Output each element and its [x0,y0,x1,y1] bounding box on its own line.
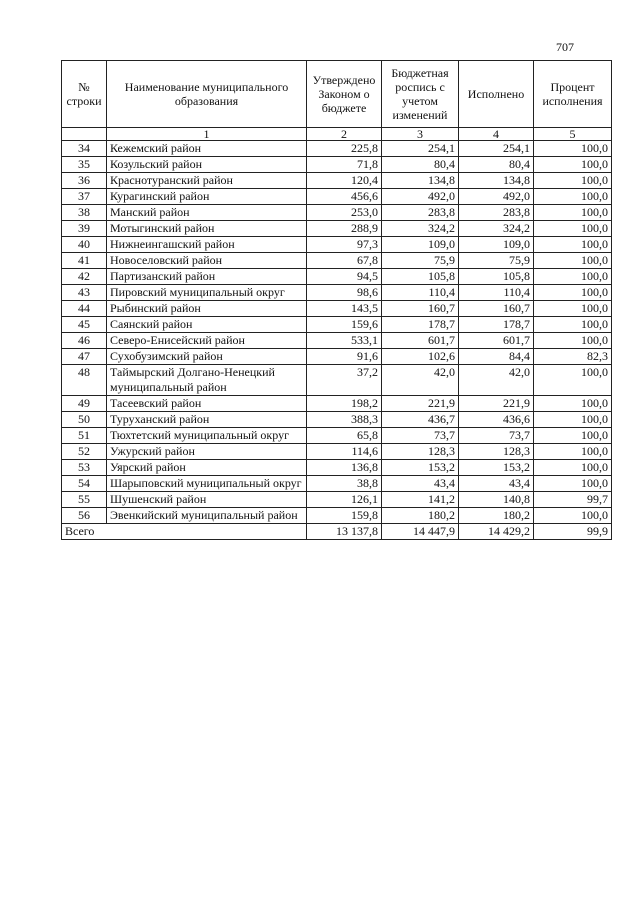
table-row [62,189,612,205]
table-body [62,141,612,524]
percent-value: 100,0 [534,205,612,221]
approved-value: 97,3 [307,237,382,253]
executed-value: 601,7 [459,333,534,349]
budget-value: 105,8 [382,269,459,285]
table-row [62,460,612,476]
executed-value: 109,0 [459,237,534,253]
row-number: 40 [62,237,107,253]
executed-value: 110,4 [459,285,534,301]
row-number: 39 [62,221,107,237]
approved-value: 126,1 [307,492,382,508]
municipality-name: Партизанский район [107,269,307,285]
table-row [62,396,612,412]
header-name: Наименование муниципального образования [107,61,307,128]
approved-value: 91,6 [307,349,382,365]
executed-value: 160,7 [459,301,534,317]
approved-value: 225,8 [307,141,382,157]
percent-value: 100,0 [534,460,612,476]
budget-value: 180,2 [382,508,459,524]
approved-value: 388,3 [307,412,382,428]
municipality-name: Саянский район [107,317,307,333]
budget-value: 153,2 [382,460,459,476]
row-number: 37 [62,189,107,205]
executed-value: 42,0 [459,365,534,396]
municipality-name: Туруханский район [107,412,307,428]
percent-value: 100,0 [534,476,612,492]
budget-value: 492,0 [382,189,459,205]
budget-value: 221,9 [382,396,459,412]
approved-value: 136,8 [307,460,382,476]
budget-value: 283,8 [382,205,459,221]
municipality-name: Курагинский район [107,189,307,205]
municipality-name: Нижнеингашский район [107,237,307,253]
percent-value: 100,0 [534,444,612,460]
municipality-name: Тюхтетский муниципальный округ [107,428,307,444]
budget-value: 128,3 [382,444,459,460]
approved-value: 114,6 [307,444,382,460]
approved-value: 67,8 [307,253,382,269]
table-row [62,221,612,237]
approved-value: 37,2 [307,365,382,396]
percent-value: 100,0 [534,508,612,524]
percent-value: 100,0 [534,141,612,157]
budget-value: 102,6 [382,349,459,365]
total-label: Всего [62,524,307,540]
table-row [62,508,612,524]
executed-value: 324,2 [459,221,534,237]
table-row [62,317,612,333]
municipality-name: Краснотуранский район [107,173,307,189]
table-row [62,173,612,189]
budget-value: 254,1 [382,141,459,157]
executed-value: 73,7 [459,428,534,444]
executed-value: 84,4 [459,349,534,365]
header-executed: Исполнено [459,61,534,128]
percent-value: 100,0 [534,412,612,428]
column-index-empty [62,128,107,141]
executed-value: 134,8 [459,173,534,189]
municipality-name: Шушенский район [107,492,307,508]
percent-value: 100,0 [534,189,612,205]
page-number: 707 [556,40,574,54]
approved-value: 159,6 [307,317,382,333]
percent-value: 100,0 [534,269,612,285]
percent-value: 99,7 [534,492,612,508]
approved-value: 288,9 [307,221,382,237]
column-index: 1 [107,128,307,141]
total-percent: 99,9 [534,524,612,540]
municipality-name: Кежемский район [107,141,307,157]
executed-value: 128,3 [459,444,534,460]
budget-value: 43,4 [382,476,459,492]
executed-value: 80,4 [459,157,534,173]
table-row [62,365,612,396]
executed-value: 178,7 [459,317,534,333]
table-row [62,412,612,428]
column-index: 5 [534,128,612,141]
municipality-name: Тасеевский район [107,396,307,412]
budget-value: 436,7 [382,412,459,428]
row-number: 36 [62,173,107,189]
total-budget: 14 447,9 [382,524,459,540]
approved-value: 253,0 [307,205,382,221]
row-number: 47 [62,349,107,365]
row-number: 34 [62,141,107,157]
executed-value: 75,9 [459,253,534,269]
row-number: 49 [62,396,107,412]
executed-value: 153,2 [459,460,534,476]
municipality-name: Уярский район [107,460,307,476]
executed-value: 221,9 [459,396,534,412]
percent-value: 100,0 [534,221,612,237]
approved-value: 38,8 [307,476,382,492]
header-approved: Утверждено Законом о бюджете [307,61,382,128]
budget-value: 42,0 [382,365,459,396]
budget-value: 110,4 [382,285,459,301]
percent-value: 100,0 [534,253,612,269]
approved-value: 159,8 [307,508,382,524]
percent-value: 100,0 [534,428,612,444]
percent-value: 82,3 [534,349,612,365]
row-number: 50 [62,412,107,428]
table-row [62,237,612,253]
total-row [62,524,612,540]
budget-value: 134,8 [382,173,459,189]
row-number: 53 [62,460,107,476]
percent-value: 100,0 [534,237,612,253]
table-row [62,333,612,349]
budget-value: 178,7 [382,317,459,333]
municipality-name: Мотыгинский район [107,221,307,237]
header-row-no: № строки [62,61,107,128]
row-number: 51 [62,428,107,444]
budget-table [61,60,612,540]
table-row [62,444,612,460]
approved-value: 98,6 [307,285,382,301]
municipality-name: Манский район [107,205,307,221]
budget-value: 141,2 [382,492,459,508]
column-index: 2 [307,128,382,141]
municipality-name: Эвенкийский муниципальный район [107,508,307,524]
municipality-name: Ужурский район [107,444,307,460]
approved-value: 65,8 [307,428,382,444]
column-index: 3 [382,128,459,141]
row-number: 48 [62,365,107,396]
executed-value: 436,6 [459,412,534,428]
row-number: 54 [62,476,107,492]
budget-value: 160,7 [382,301,459,317]
row-number: 38 [62,205,107,221]
executed-value: 283,8 [459,205,534,221]
table-row [62,253,612,269]
executed-value: 492,0 [459,189,534,205]
budget-value: 601,7 [382,333,459,349]
table-header-row [62,61,612,128]
approved-value: 71,8 [307,157,382,173]
executed-value: 180,2 [459,508,534,524]
approved-value: 533,1 [307,333,382,349]
table-row [62,141,612,157]
executed-value: 105,8 [459,269,534,285]
budget-value: 75,9 [382,253,459,269]
row-number: 52 [62,444,107,460]
executed-value: 43,4 [459,476,534,492]
percent-value: 100,0 [534,317,612,333]
municipality-name: Козульский район [107,157,307,173]
total-approved: 13 137,8 [307,524,382,540]
budget-value: 109,0 [382,237,459,253]
table-row [62,301,612,317]
total-executed: 14 429,2 [459,524,534,540]
municipality-name: Рыбинский район [107,301,307,317]
approved-value: 94,5 [307,269,382,285]
row-number: 46 [62,333,107,349]
row-number: 35 [62,157,107,173]
row-number: 56 [62,508,107,524]
header-percent: Процент исполнения [534,61,612,128]
percent-value: 100,0 [534,333,612,349]
municipality-name: Пировский муниципальный округ [107,285,307,301]
table-row [62,285,612,301]
municipality-name: Таймырский Долгано-Ненецкий муниципальный район [107,365,307,396]
municipality-name: Сухобузимский район [107,349,307,365]
approved-value: 120,4 [307,173,382,189]
row-number: 55 [62,492,107,508]
row-number: 42 [62,269,107,285]
municipality-name: Северо-Енисейский район [107,333,307,349]
table-row [62,269,612,285]
budget-value: 324,2 [382,221,459,237]
table-row [62,157,612,173]
budget-value: 73,7 [382,428,459,444]
header-budget: Бюджетная роспись с учетом изменений [382,61,459,128]
row-number: 45 [62,317,107,333]
municipality-name: Шарыповский муниципальный округ [107,476,307,492]
row-number: 43 [62,285,107,301]
table-row [62,476,612,492]
percent-value: 100,0 [534,173,612,189]
approved-value: 198,2 [307,396,382,412]
municipality-name: Новоселовский район [107,253,307,269]
percent-value: 100,0 [534,285,612,301]
executed-value: 254,1 [459,141,534,157]
percent-value: 100,0 [534,396,612,412]
budget-value: 80,4 [382,157,459,173]
table-row [62,492,612,508]
row-number: 41 [62,253,107,269]
executed-value: 140,8 [459,492,534,508]
column-index-row [62,128,612,141]
column-index: 4 [459,128,534,141]
table-row [62,205,612,221]
approved-value: 143,5 [307,301,382,317]
table-row [62,349,612,365]
approved-value: 456,6 [307,189,382,205]
table-row [62,428,612,444]
row-number: 44 [62,301,107,317]
percent-value: 100,0 [534,301,612,317]
percent-value: 100,0 [534,365,612,396]
percent-value: 100,0 [534,157,612,173]
